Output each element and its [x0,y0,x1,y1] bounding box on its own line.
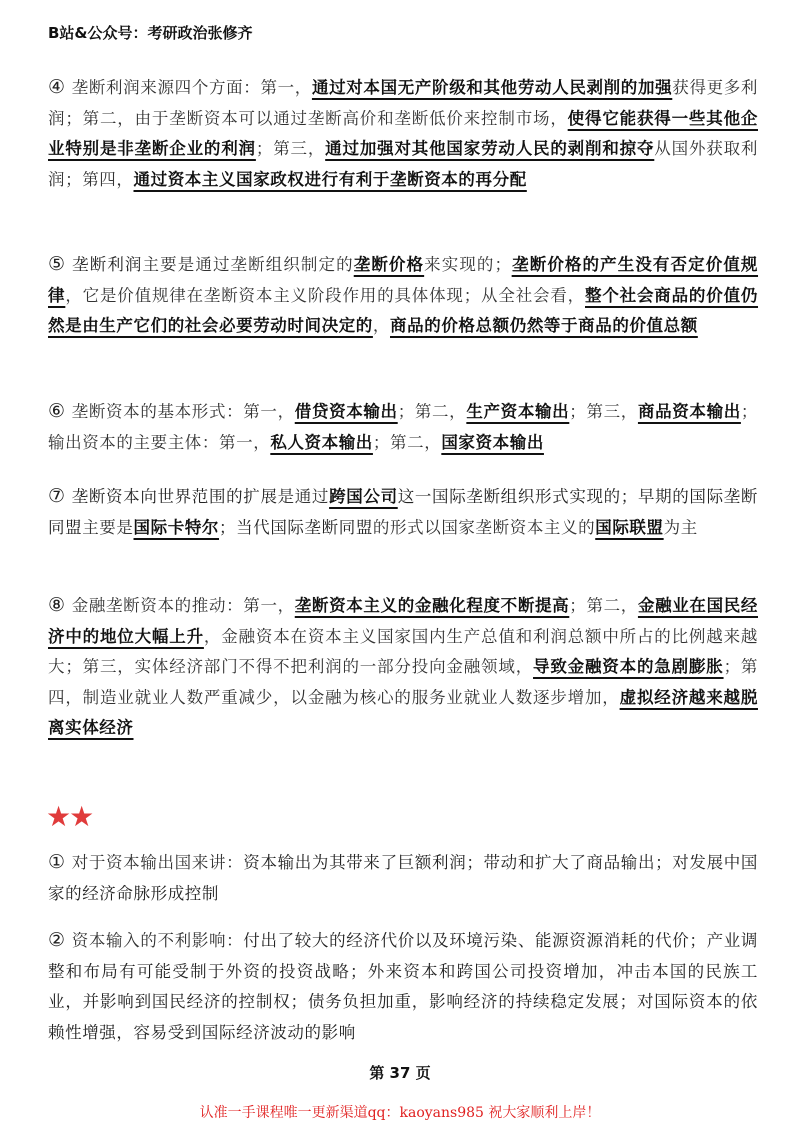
header-source: B站&公众号：考研政治张修齐 [48,24,253,42]
key-phrase: 借贷资本输出 [294,402,398,421]
text-segment: 付出了较大的经济代价以及环境污染、能源资源消耗的代价；产业调整和布局有可能受制于外资的投资战略；外来资本和跨国公司投资增加，冲击本国的民族工业，并影响到国民经济的控制权；债务负担加重，影响经济的持续稳定发展；对国际资本的依赖性增强，容易受到国际经济波动的影响 [48,931,759,1042]
key-phrase: 导致金融资本的急剧膨胀 [533,657,724,676]
item-number: ④ [48,76,66,98]
text-segment: ；第三， [255,139,326,158]
key-phrase: 商品资本输出 [637,402,741,421]
importance-stars: ★★ [46,800,93,833]
text-segment: 从国外获取利润；第四， [48,139,759,189]
item-number: ② [48,929,66,951]
point-5 [48,249,758,342]
text-segment: 来实现的； [424,255,512,274]
item-number: ⑧ [48,594,66,616]
text-segment: 是通过 [277,487,330,506]
point-6 [48,396,758,458]
item-number: ① [48,851,66,873]
key-phrase: 跨国公司 [329,487,398,506]
text-segment: 的形式以国家垄断资本主义的 [372,517,596,537]
point-7 [48,481,758,543]
footer-slogan: 认准一手课程唯一更新渠道qq：kaoyans985 祝大家顺利上岸！ [199,1105,601,1121]
text-segment: 对于资本输出国来讲： [71,853,244,872]
key-phrase: 使得它能获得一些其他企业特别是非垄断企业的利润 [48,108,758,158]
item-number: ⑥ [48,400,66,422]
text-segment: ；第四，制造业就业人数严重减少，以金融为核心的服务业就业人数逐步增加， [48,657,758,707]
key-phrase: 通过对本国无产阶级和其他劳动人民剥削的加强 [311,78,673,97]
text-segment: ；当代国际垄断同盟 [219,517,373,537]
text-segment: ；第二， [397,402,467,421]
key-phrase: 国家资本输出 [441,432,544,452]
key-phrase: 通过加强对其他国家劳动人民的剥削和掠夺 [325,139,655,158]
text-segment: 垄断资本的基本形式：第一， [71,402,295,421]
key-phrase: 国际联盟 [595,517,664,537]
text-segment: 垄断资本向世界范围的扩展 [71,487,278,506]
key-phrase: 商品的价格总额仍然等于商品的价值总额 [390,316,698,335]
key-phrase: 私人资本输出 [270,432,373,452]
key-phrase: 垄断价格 [353,255,425,274]
text-segment: 这一国际垄断组织形式实现的；早期的国际垄断同盟 [48,487,758,537]
key-phrase: 金融业在国民经济中的地位大幅上升 [48,596,758,646]
text-segment: 获得更多利润；第二，由于垄断资本可以通过垄断高价和垄断低价来控制市场， [48,78,759,128]
text-segment: ；输出资本的主要主体：第一， [48,402,758,452]
item-number: ⑤ [48,253,67,275]
key-phrase: 垄断资本主义的金融化程度不断提高 [294,596,570,615]
key-phrase: 垄断价格的产生没有否定价值规律 [48,255,759,305]
text-segment: ， [372,316,391,335]
text-segment: 金融垄断资本的推动：第一， [71,596,295,615]
text-segment: ；第二， [569,596,638,615]
point-4 [48,72,758,195]
text-segment: ，它是价值规律在垄断资本主义阶段作用的具体体现；从全社会看， [65,285,585,305]
text-segment: 资本输入的不利影响： [71,931,244,950]
key-phrase: 虚拟经济越来越脱离实体经济 [48,687,758,737]
text-segment: 主要是通过垄断组织制定的 [142,255,354,274]
text-segment: ；第二， [372,432,442,452]
item-number: ⑦ [48,485,66,507]
point-2 [48,925,758,1048]
key-phrase: 通过资本主义国家政权进行有利于垄断资本的再分配 [133,169,527,189]
point-8 [48,590,758,744]
text-segment: ，金融资本在资本主义国家国内生产总值和利润总额中所占的比例越来越大；第三，实体经济部门不得不把利润的一部分投向金融领域， [48,626,758,676]
key-phrase: 生产资本输出 [466,402,570,421]
text-segment: 主要是 [82,517,134,537]
key-phrase: 整个社会商品的价值仍然是由生产它们的社会必要劳动时间决定的 [48,285,759,335]
page-number: 第 37 页 [369,1064,431,1082]
point-1 [48,847,758,909]
text-segment: 垄断利润来源四个方面：第一， [71,78,312,97]
text-segment: ；第三， [569,402,638,421]
text-segment: 资本输出为其带来了巨额利润；带动和扩大了商品输出；对发展中国家的经济命脉形成控制 [48,853,759,903]
key-phrase: 国际卡特尔 [133,517,220,537]
text-segment: 为主 [663,517,698,537]
text-segment: 垄断利润 [72,255,143,274]
